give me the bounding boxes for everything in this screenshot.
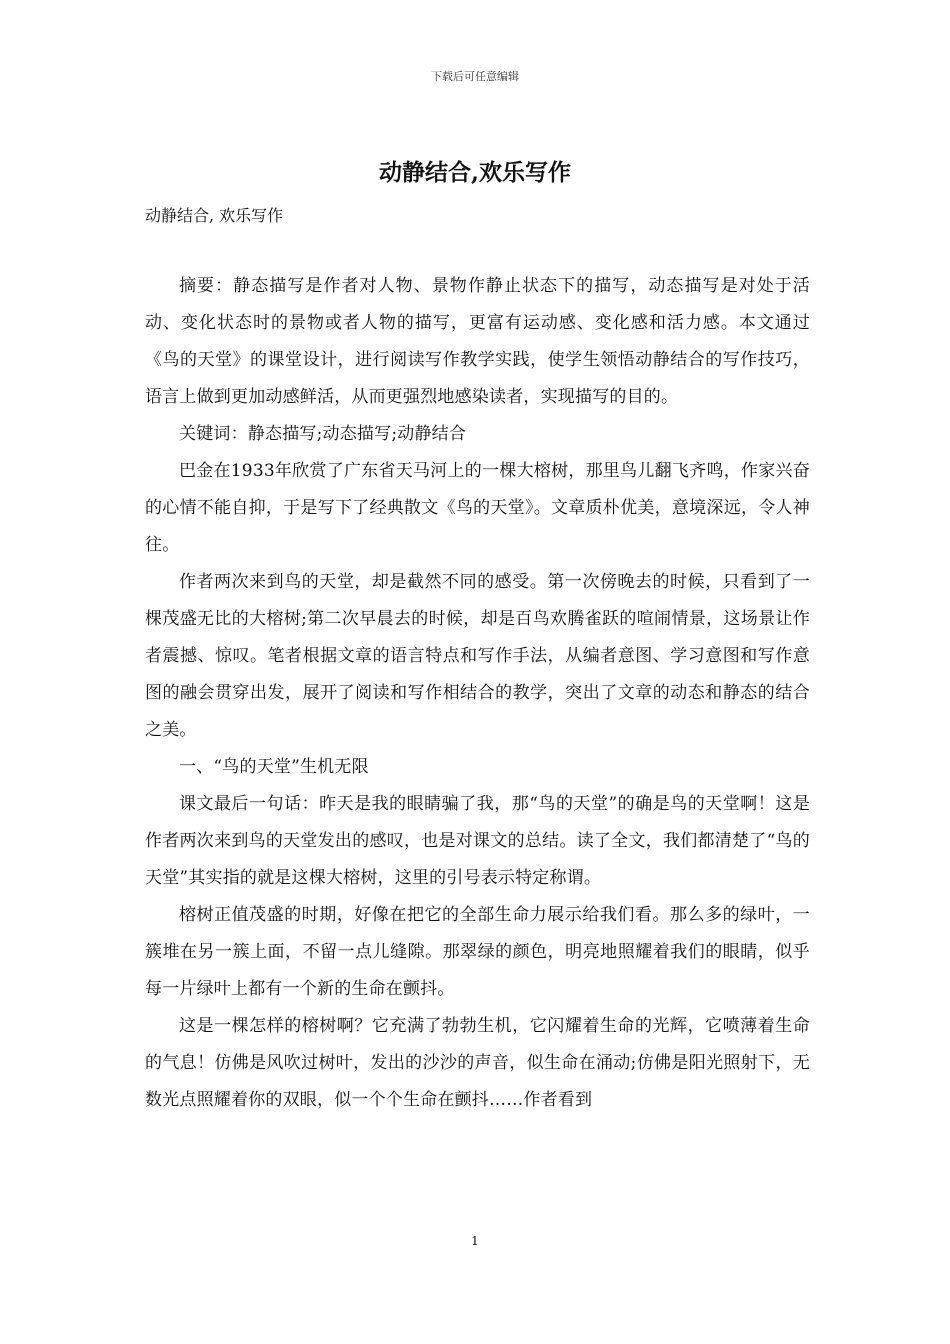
body-paragraph: 作者两次来到鸟的天堂，却是截然不同的感受。第一次傍晚去的时候，只看到了一棵茂盛无比的大榕树;第二次早晨去的时候，却是百鸟欢腾雀跃的喧闹情景，这场景让作者震撼、惊叹。笔者根据文章的语言特点和写作手法，从编者意图、学习意图和写作意图的融会贯穿出发，展开了阅读和写作相结合的教学，突出了文章的动态和静态的结合之美。 xyxy=(145,572,810,740)
body-paragraph: 榕树正值茂盛的时期，好像在把它的全部生命力展示给我们看。那么多的绿叶，一簇堆在另一簇上面，不留一点儿缝隙。那翠绿的颜色，明亮地照耀着我们的眼睛，似乎每一片绿叶上都有一个新的生命在颤抖。 xyxy=(145,905,810,999)
document-subtitle: 动静结合, 欢乐写作 xyxy=(145,206,284,225)
body-paragraph: 这是一棵怎样的榕树啊？它充满了勃勃生机，它闪耀着生命的光辉，它喷薄着生命的气息！仿佛是风吹过树叶，发出的沙沙的声音，似生命在涌动;仿佛是阳光照射下，无数光点照耀着你的双眼，似一个个生命在颤抖……作者看到 xyxy=(145,1016,810,1110)
keywords-paragraph: 关键词：静态描写;动态描写;动静结合 xyxy=(179,424,467,444)
document-body xyxy=(145,268,810,1119)
body-paragraph: 巴金在1933年欣赏了广东省天马河上的一棵大榕树，那里鸟儿翻飞齐鸣，作家兴奋的心情不能自抑，于是写下了经典散文《鸟的天堂》。文章质朴优美，意境深远，令人神往。 xyxy=(145,461,810,555)
section-heading: 一、“鸟的天堂”生机无限 xyxy=(179,757,369,777)
abstract-paragraph: 摘要：静态描写是作者对人物、景物作静止状态下的描写，动态描写是对处于活动、变化状态时的景物或者人物的描写，更富有运动感、变化感和活力感。本文通过《鸟的天堂》的课堂设计，进行阅读写作教学实践，使学生领悟动静结合的写作技巧，语言上做到更加动感鲜活，从而更强烈地感染读者，实现描写的目的。 xyxy=(145,276,810,407)
page-number: 1 xyxy=(471,1234,479,1248)
header-note: 下载后可任意编辑 xyxy=(431,70,519,83)
body-paragraph: 课文最后一句话：昨天是我的眼睛骗了我，那“鸟的天堂”的确是鸟的天堂啊！这是作者两次来到鸟的天堂发出的感叹，也是对课文的总结。读了全文，我们都清楚了“鸟的天堂”其实指的就是这棵大榕树，这里的引号表示特定称谓。 xyxy=(145,794,810,888)
document-title: 动静结合,欢乐写作 xyxy=(378,159,571,186)
